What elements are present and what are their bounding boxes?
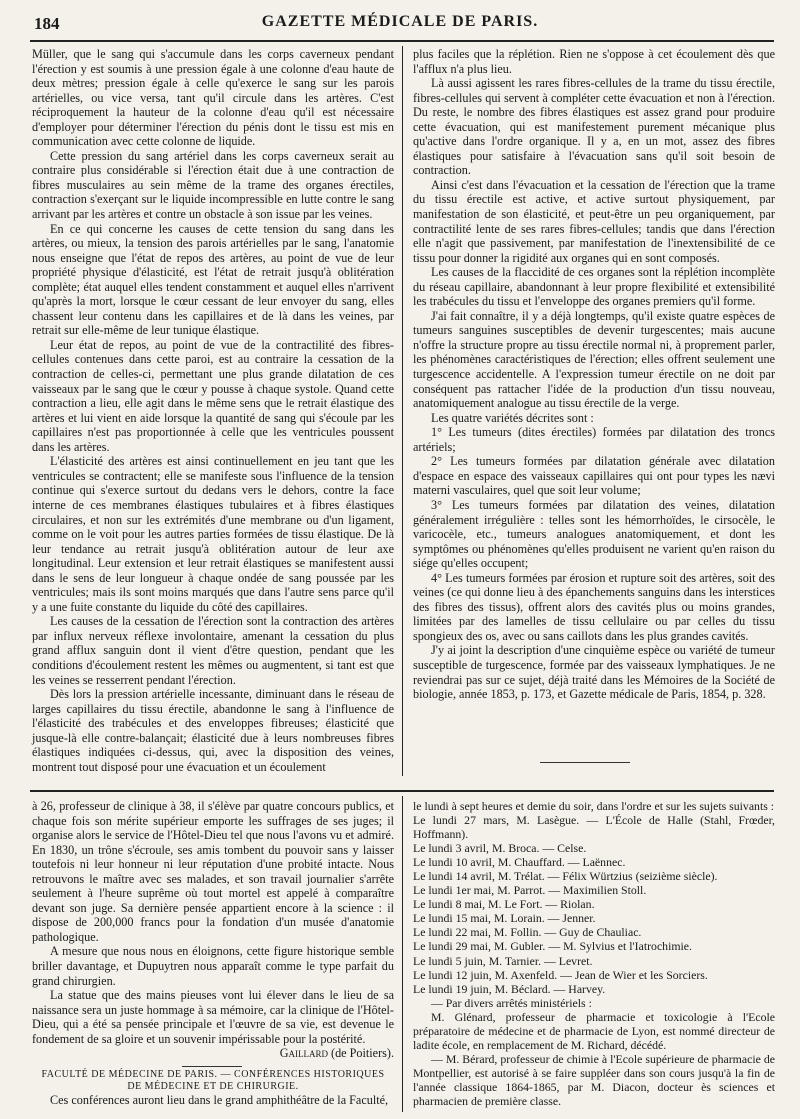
paragraph: J'y ai joint la description d'une cinquième espèce ou variété de tumeur susceptible de turgescence, formée par des vaisseaux lymphatiques. Je ne reviendrai pas sur ce sujet, déjà traité dans les Mémoires de la Société de biologie, année 1853, p. 173, et Gazette médicale de Paris, 1854, p. 328. (413, 643, 775, 702)
column-divider-upper (402, 46, 403, 776)
section-separator (30, 790, 774, 792)
paragraph: Müller, que le sang qui s'accumule dans les corps caverneux pendant l'érection y est soumis à une pression égale à une colonne d'eau haute de deux mètres; pression égale à celle qu'exerce le sang sur les parois artérielles, ou vice versa, tant qu'il circule dans les artères. C'est réciproquement la hauteur de la colonne d'eau qu'il est nécessaire d'employer pour déterminer l'érection du pénis dont le tissu est mis en communication avec cette colonne de liquide. (32, 47, 394, 149)
column-divider-lower (402, 796, 403, 1112)
variety-item: 1° Les tumeurs (dites érectiles) formées par dilatation des troncs artériels; (413, 425, 775, 454)
paragraph: plus faciles que la réplétion. Rien ne s'oppose à cet écoulement dès que l'afflux n'a plus lieu. (413, 47, 775, 76)
decrees-heading: — Par divers arrêtés ministériels : (431, 995, 592, 1010)
lecture-item: Le lundi 8 mai, M. Le Fort. — Riolan. (413, 897, 595, 912)
end-of-article-rule (540, 762, 630, 763)
header-rule (30, 40, 774, 42)
section-short-rule (182, 1066, 242, 1067)
variety-item: 2° Les tumeurs formées par dilatation générale avec dilatation d'espace en espace des vaisseaux capillaires qui ont pour types les nævi materni vasculaires, quel que soit leur volume; (413, 454, 775, 498)
signature-name: Gaillard (279, 1046, 328, 1061)
paragraph: Dès lors la pression artérielle incessante, diminuant dans le réseau de larges capillaires du tissu érectile, abandonne le sang à l'influence de l'élasticité des trabécules et des enveloppes fibreuses; élasticité que jusque-là elle contre-balançait; élasticité due à leurs nombreuses fibres élastiques indiquées ci-dessus, qui, avec la disposition des veines, montrent tout disposé pour une évacuation et un écoulement (32, 687, 394, 774)
paragraph: Cette pression du sang artériel dans les corps caverneux serait au contraire plus considérable si l'érection était due à une contraction de fibres musculaires au sein même de la trame des organes érectiles, contraction s'exerçant sur le liquide incompressible en lutte contre le sang arrivant par les artères et contre un obstacle à son issue par les veines. (32, 148, 394, 222)
lecture-item: Le lundi 14 avril, M. Trélat. — Félix Würtzius (seizième siècle). (413, 869, 718, 884)
page-header (24, 10, 776, 36)
faculty-body: Ces conférences auront lieu dans le grand amphithéâtre de la Faculté, (50, 1092, 389, 1107)
lecture-item: Le lundi 29 mai, M. Gubler. — M. Sylvius et l'Iatrochimie. (413, 939, 692, 954)
page-number: 184 (34, 14, 60, 33)
lower-right-column (413, 799, 775, 1108)
paragraph: Les quatre variétés décrites sont : (431, 410, 594, 425)
lecture-item: Le lundi 15 mai, M. Lorain. — Jenner. (413, 911, 596, 926)
decree-paragraph: M. Glénard, professeur de pharmacie et toxicologie à l'Ecole préparatoire de médecine et de pharmacie de Lyon, est nommé directeur de ladite école, en remplacement de M. Richard, décédé. (413, 1009, 775, 1052)
paragraph: à 26, professeur de clinique à 38, il s'élève par quatre concours publics, et chaque fois son mérite supérieur emporte les suffrages de ses juges; il organise alors le service de l'Hôtel-Dieu tel que nous l'avons vu et admiré. En 1830, un trône s'écroule, ses amis tombent du pouvoir sans y laisser toutefois ni leur honneur ni leur réputation d'une probité intacte. Nous retrouvons le maître avec ses malades, et son travail journalier s'arrête seulement à l'heure suprême où tout mortel est appelé à comparaître devant son juge. Sa dernière pensée appartient encore à la science : il dispose de 200,000 francs pour la fondation d'un musée d'anatomie pathologique. (32, 799, 394, 944)
paragraph: Les causes de la cessation de l'érection sont la contraction des artères par influx nerveux réflexe involontaire, amenant la cessation du plus grand afflux sanguin dont il vient d'être question, pendant que les conditions d'écoulement restent les mêmes ou augmentent, si tant est que les veines se resserrent pendant l'érection. (32, 614, 394, 687)
paragraph: La statue que des mains pieuses vont lui élever dans le lieu de sa naissance sera un juste hommage à sa mémoire, car la clinique de l'Hôtel-Dieu, qui a été sa pensée principale et l'œuvre de sa vie, est devenue le fondement de sa gloire et un souvenir impérissable pour la postérité. (32, 988, 394, 1046)
paragraph: Les causes de la flaccidité de ces organes sont la réplétion incomplète du réseau capillaire, abandonnant à leur propre flexibilité et extensibilité les trabécules du tissu et l'enveloppe des organes premiers qu'il forme. (413, 265, 775, 309)
upper-right-column (413, 47, 775, 702)
lecture-item: Le lundi 19 juin, M. Béclard. — Harvey. (413, 981, 606, 996)
lecture-item: Le lundi 10 avril, M. Chauffard. — Laënnec. (413, 855, 626, 870)
running-title: GAZETTE MÉDICALE DE PARIS. (261, 13, 539, 30)
faculty-subtitle: DE MÉDECINE ET DE CHIRURGIE. (127, 1080, 299, 1092)
lecture-item: Le lundi 22 mai, M. Follin. — Guy de Chauliac. (413, 925, 642, 940)
upper-left-column (32, 47, 394, 774)
lower-left-column (32, 799, 394, 1107)
lecture-list (413, 813, 775, 996)
paragraph: En ce qui concerne les causes de cette tension du sang dans les artères, ou mieux, la tension des parois artérielles par le sang, l'anatomie nous enseigne que l'état de repos des artères, au point de vue de leur propriété physique d'élasticité, est l'état de retrait jusqu'à oblitération complète; état auquel elles tendent constamment et auquel elles n'arrivent qu'après la mort, lorsque le cœur cessant de leur envoyer du sang, elles chassent leur contenu dans les capillaires et de là dans les veines, par retrait sur elle-même de leur tunique élastique. (32, 221, 394, 338)
lectures-intro: le lundi à sept heures et demie du soir, dans l'ordre et sur les sujets suivants : (413, 799, 775, 813)
variety-item: 3° Les tumeurs formées par dilatation des veines, dilatation généralement irrégulière : telles sont les hémorrhoïdes, le cirsocèle, le varicocèle, etc., tumeurs analogues anatomiquement, et dont les symptômes ou phénomènes qu'elles produisent ne varient qu'en raison du siége qu'elles occupent; (413, 497, 775, 571)
paragraph: Ainsi c'est dans l'évacuation et la cessation de l'érection que la trame du tissu érectile est active, et active surtout physiquement, par manifestation de son élasticité, et peut-être un peu organiquement, par contractilité lente de ses rares fibres-cellules; tandis que dans l'érection elle n'agit que passivement, par manifestation de l'inextensibilité de ce tissu pour donner la rigidité aux organes qui en sont composés. (413, 177, 775, 265)
paragraph: Là aussi agissent les rares fibres-cellules de la trame du tissu érectile, fibres-cellules qui servent à compléter cette évacuation et non à l'érection. Du reste, le nombre des fibres élastiques est assez grand pour produire cette évacuation, qui est manifestement purement mécanique plus qu'active dans l'ordre organique. Il y a, en un mot, assez des fibres élastiques pour satisfaire à l'évacuation sans qu'il soit besoin de contraction. (413, 76, 775, 178)
lecture-item: Le lundi 12 juin, M. Axenfeld. — Jean de Wier et les Sorciers. (413, 967, 708, 982)
paragraph: L'élasticité des artères est ainsi continuellement en jeu tant que les ventricules se contractent; elle se manifeste sous l'influence de la tension continue qui s'exerce surtout du dedans vers le dehors, contre la face interne de ces membranes élastiques tubulaires et à fibres élastiques circulaires, et non sur les extrémités d'une membrane ou d'un ligament, comme on le voit pour les autres parties formées de tissu élastique. De là leur tendance au retrait jusqu'à oblitération autour de leur axe longitudinal. Leur extension et leur retrait élastiques se manifestent aussi dans le sens de leur longueur à chaque ondée de sang poussée par les ventricules; mais ils sont moins marqués que dans l'autre sens parce qu'il y a une fuite constante du liquide du côté des capillaires. (32, 454, 394, 614)
faculty-title: FACULTÉ DE MÉDECINE DE PARIS. — CONFÉRENCES HISTORIQUES (41, 1068, 385, 1080)
lecture-item: Le lundi 1er mai, M. Parrot. — Maximilien Stoll. (413, 883, 647, 898)
paragraph: Leur état de repos, au point de vue de la contractilité des fibres-cellules contenues dans cette paroi, est au contraire la cessation de la contraction de celles-ci, permettant une plus grande dilatation de ces vaisseaux par le sang que le cœur y pousse à chaque systole. Quand cette contraction a lieu, elle agit dans le même sens que le retrait élastique des artères et lui vient en aide lorsque la quantité de sang qui s'écoule par les capillaires n'est pas proportionnée à celle que les ventricules poussent dans les artères. (32, 337, 394, 454)
lecture-item: Le lundi 5 juin, M. Tarnier. — Levret. (413, 953, 593, 968)
signature-place: (de Poitiers). (331, 1046, 394, 1061)
paragraph: A mesure que nous nous en éloignons, cette figure historique semble briller davantage, et Dupuytren nous apparaît comme le type parfait du grand chirurgien. (32, 944, 394, 988)
decree-paragraph: — M. Bérard, professeur de chimie à l'Ecole supérieure de pharmacie de Montpellier, est autorisé à se faire suppléer dans son cours jusqu'à la fin de l'année classique 1864-1865, par M. Diacon, docteur ès sciences et pharmacien de première classe. (413, 1051, 775, 1108)
variety-item: 4° Les tumeurs formées par érosion et rupture soit des artères, soit des veines (ce qui donne lieu à des épanchements sanguins dans les interstices des fibres des tissus), offrent alors des cavités plus ou moins grandes, limitées par des lamelles de tissu cellulaire ou par celles du tissu spongieux des os, avec ou sans caillots dans les plus grandes cavités. (413, 570, 775, 643)
paragraph: J'ai fait connaître, il y a déjà longtemps, qu'il existe quatre espèces de tumeurs sanguines susceptibles de devenir turgescentes; mais aucune n'offre la structure propre au tissu érectile normal ni, à proprement parler, les phénomènes caractéristiques de l'érection; elles offrent seulement une turgescence accidentelle. A l'expression tumeur érectile on ne doit par conséquent pas rattacher l'idée de la production d'un tissu nouveau, anatomiquement analogue au tissu érectile de la verge. (413, 308, 775, 411)
lecture-item: Le lundi 27 mars, M. Lasègue. — L'École de Halle (Stahl, Frœder, Hoffmann). (413, 813, 775, 842)
signature (32, 1046, 394, 1061)
lecture-item: Le lundi 3 avril, M. Broca. — Celse. (413, 841, 587, 856)
